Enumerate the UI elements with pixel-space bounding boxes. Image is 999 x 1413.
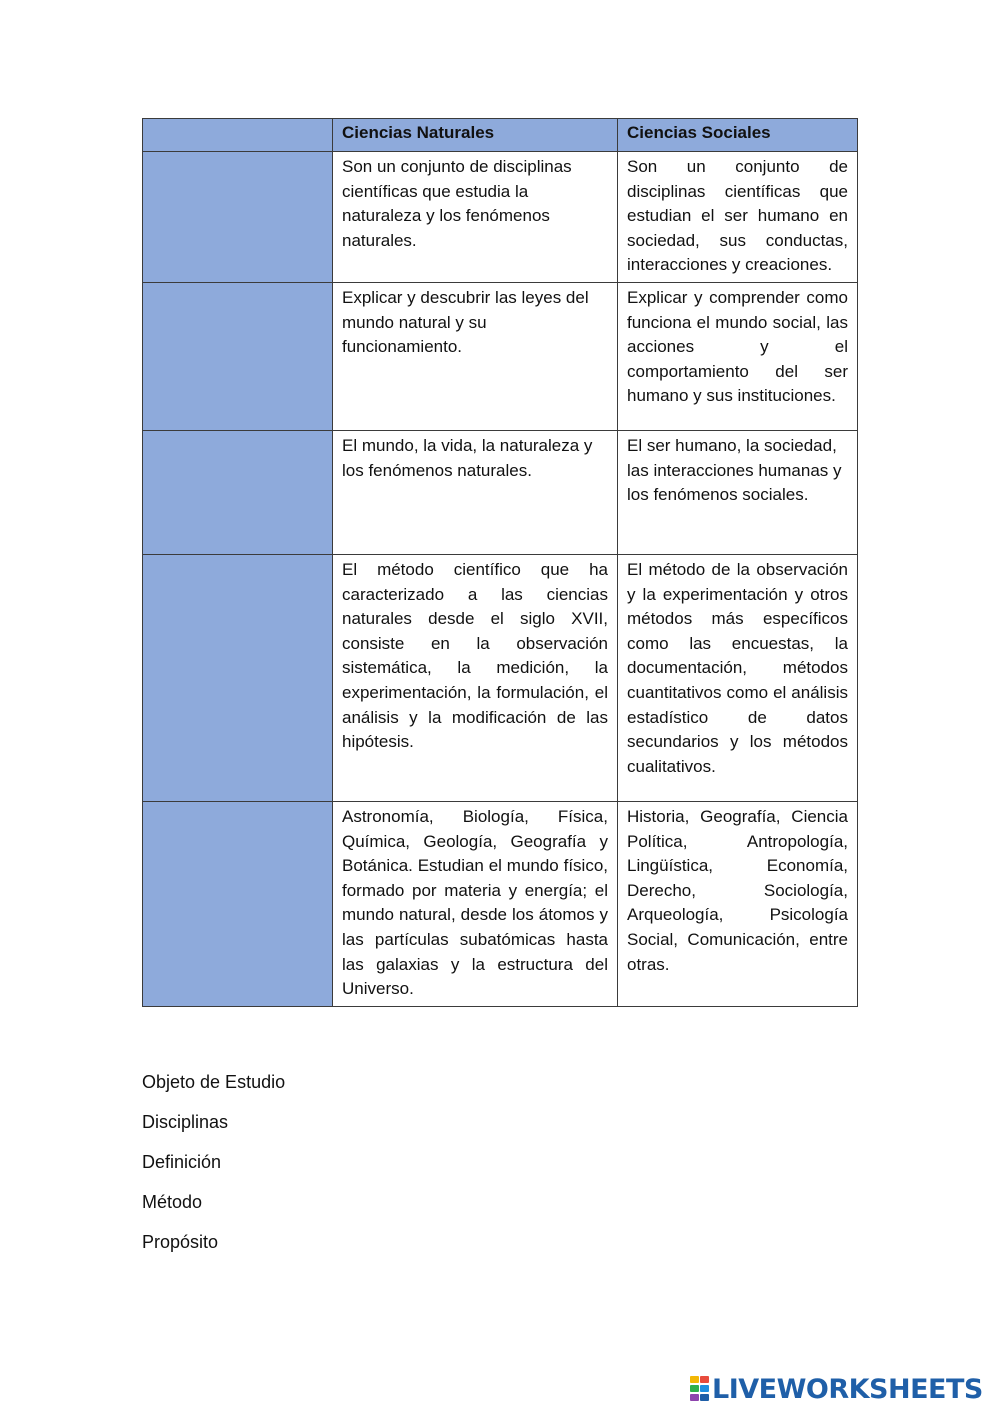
table-row	[143, 430, 858, 554]
label-proposito[interactable]: Propósito	[142, 1232, 219, 1252]
draggable-labels	[142, 1069, 285, 1269]
drop-zone-cell[interactable]	[143, 430, 333, 554]
table-row	[143, 282, 858, 430]
drop-zone-cell[interactable]	[143, 282, 333, 430]
table-row	[143, 152, 858, 283]
cell-sociales: El método de la observación y la experimentación y otros métodos más específicos como las encuestas, la documentación, métodos cuantitativos como el análisis estadístico de datos secundarios y los métodos cualitativos.	[618, 554, 858, 801]
cell-naturales: El mundo, la vida, la naturaleza y los fenómenos naturales.	[333, 430, 618, 554]
drop-zone-cell[interactable]	[143, 801, 333, 1006]
liveworksheets-logo-text: LIVEWORKSHEETS	[712, 1373, 983, 1405]
label-objeto-de-estudio[interactable]: Objeto de Estudio	[142, 1072, 286, 1092]
comparison-table	[142, 118, 858, 1007]
cell-naturales: Explicar y descubrir las leyes del mundo natural y su funcionamiento.	[333, 282, 618, 430]
drop-zone-cell[interactable]	[143, 554, 333, 801]
table-row	[143, 801, 858, 1006]
table-row	[143, 554, 858, 801]
header-ciencias-sociales: Ciencias Sociales	[618, 119, 858, 152]
cell-sociales: Explicar y comprender como funciona el mundo social, las acciones y el comportamiento del ser humano y sus instituciones.	[618, 282, 858, 430]
liveworksheets-logo-icon	[690, 1376, 710, 1402]
label-definicion[interactable]: Definición	[142, 1152, 222, 1172]
label-disciplinas[interactable]: Disciplinas	[142, 1112, 229, 1132]
cell-sociales: El ser humano, la sociedad, las interacciones humanas y los fenómenos sociales.	[618, 430, 858, 554]
cell-naturales: Astronomía, Biología, Física, Química, Geología, Geografía y Botánica. Estudian el mundo físico, formado por materia y energía; el mundo natural, desde los átomos y las partículas subatómicas hasta las galaxias y la estructura del Universo.	[333, 801, 618, 1006]
liveworksheets-logo	[690, 1373, 983, 1405]
cell-sociales: Historia, Geografía, Ciencia Política, Antropología, Lingüística, Economía, Derecho, Sociología, Arqueología, Psicología Social, Comunicación, entre otras.	[618, 801, 858, 1006]
cell-naturales: Son un conjunto de disciplinas científicas que estudia la naturaleza y los fenómenos naturales.	[333, 152, 618, 283]
table-header-row	[143, 119, 858, 152]
cell-naturales: El método científico que ha caracterizado a las ciencias naturales desde el siglo XVII, consiste en la observación sistemática, la medición, la experimentación, la formulación, el análisis y la modificación de las hipótesis.	[333, 554, 618, 801]
cell-sociales: Son un conjunto de disciplinas científicas que estudian el ser humano en sociedad, sus conductas, interacciones y creaciones.	[618, 152, 858, 283]
header-ciencias-naturales: Ciencias Naturales	[333, 119, 618, 152]
label-metodo[interactable]: Método	[142, 1192, 203, 1212]
drop-zone-cell[interactable]	[143, 152, 333, 283]
header-empty-cell	[143, 119, 333, 152]
